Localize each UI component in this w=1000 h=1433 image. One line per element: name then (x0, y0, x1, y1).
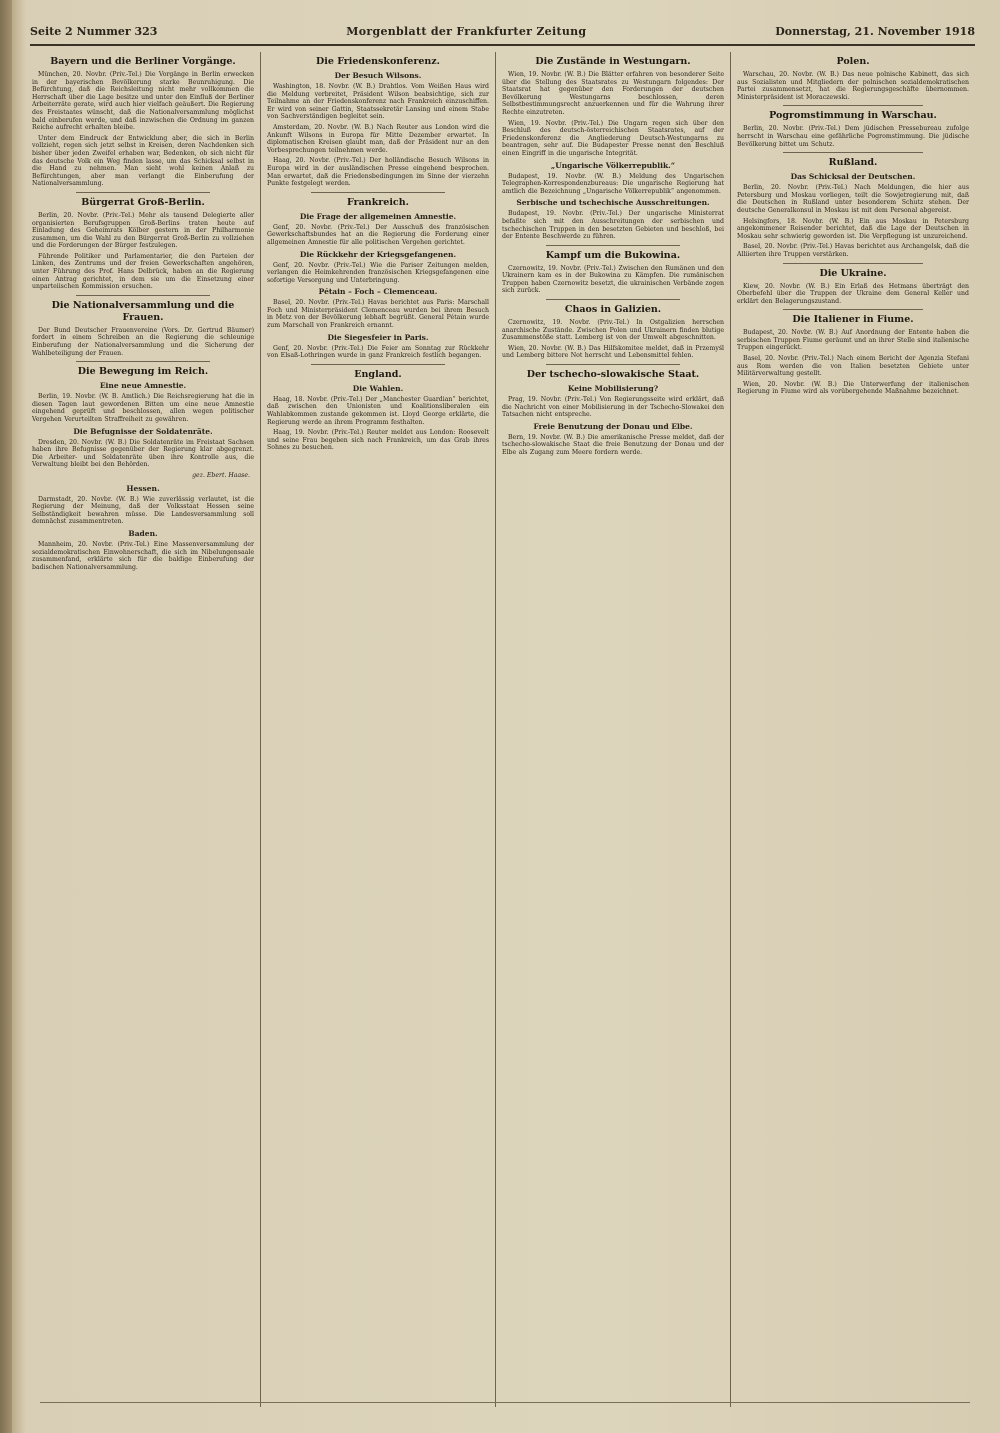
section-separator (76, 295, 209, 296)
article-paragraph: Genf, 20. Novbr. (Priv.-Tel.) Die Feier am Sonntag zur Rückkehr von Elsaß-Lothringen wurde in ganz Frankreich festlich begangen. (267, 344, 489, 360)
article-paragraph: Basel, 20. Novbr. (Priv.-Tel.) Havas berichtet aus Paris: Marschall Foch und Ministerpräsident Clemenceau wurden bei ihrem Besuch in Metz von der Bevölkerung lebhaft begrüßt. General Pétain wurde zum Marschall von Frankreich ernannt. (267, 299, 489, 330)
article-headline: Die Friedenskonferenz. (316, 56, 440, 67)
article-paragraph: Wien, 20. Novbr. (W. B.) Das Hilfskomitee meldet, daß in Przemyśl und Lemberg bittere Not herrscht und Lebensmittel fehlen. (502, 344, 724, 360)
column-divider (260, 52, 261, 1407)
newspaper-title: Morgenblatt der Frankfurter Zeitung (346, 24, 587, 38)
article-subheadline: Die Siegesfeier in Paris. (327, 332, 429, 342)
article-subheadline: „Ungarische Völkerrepublik.“ (550, 160, 676, 170)
article-paragraph: Berlin, 20. Novbr. (Priv.-Tel.) Nach Meldungen, die hier aus Petersburg und Moskau vorliegen, teilt die Sowjetregierung mit, daß die Deutschen in Rußland unter besonderem Schutz stehen. Der deutsche Generalkonsul in Moskau ist mit dem Personal abgereist. (737, 184, 969, 214)
article-paragraph: Basel, 20. Novbr. (Priv.-Tel.) Nach einem Bericht der Agenzia Stefani aus Rom werden die von Italien besetzten Gebiete unter Militärverwaltung gestellt. (737, 355, 969, 378)
article-subheadline: Die Frage der allgemeinen Amnestie. (299, 211, 457, 221)
article-headline: Die Ukraine. (819, 267, 887, 279)
article-paragraph: München, 20. Novbr. (Priv.-Tel.) Die Vorgänge in Berlin erwecken in der bayerischen Bevölkerung starke Beunruhigung. Die Befürchtung, daß die Reichsleitung nicht mehr vollkommen die Herrschaft über die Lage besitze und unter den Einfluß der Berliner Arbeiterräte gerate, wird auch hier vielfach geäußert. Die Regierung des Freistaates wünscht, daß die Nationalversammlung möglichst bald einberufen werde, und daß inzwischen die Ordnung im ganzen Reiche aufrecht erhalten bleibe. (32, 71, 254, 132)
column-divider (730, 52, 731, 1407)
article-subheadline: Keine Mobilisierung? (567, 384, 659, 394)
section-separator (311, 192, 444, 193)
article-paragraph: Genf, 20. Novbr. (Priv.-Tel.) Der Ausschuß des französischen Gewerkschaftsbundes hat an die Regierung die Forderung einer allgemeinen Amnestie für alle politischen Vergehen gerichtet. (267, 223, 489, 246)
section-separator (783, 309, 922, 310)
article-column-2 (267, 52, 489, 1407)
section-separator (311, 364, 444, 365)
article-column-1 (32, 52, 254, 1407)
article-paragraph: Darmstadt, 20. Novbr. (W. B.) Wie zuverlässig verlautet, ist die Regierung der Meinung, daß der Volksstaat Hessen seine Selbständigkeit bewahren müsse. Die Landesversammlung soll demnächst zusammentreten. (32, 495, 254, 526)
page-footer-rule (40, 1402, 970, 1423)
section-separator (783, 105, 922, 106)
article-paragraph: Warschau, 20. Novbr. (W. B.) Das neue polnische Kabinett, das sich aus Sozialisten und Mitgliedern der polnischen sozialdemokratischen Partei zusammensetzt, hat die Regierungsgeschäfte übernommen. Ministerpräsident ist Moraczewski. (737, 71, 969, 101)
article-headline: Die Bewegung im Reich. (77, 366, 209, 378)
section-separator (783, 152, 922, 153)
page-header (30, 18, 975, 46)
article-headline: Rußland. (828, 157, 878, 169)
article-paragraph: Unter dem Eindruck der Entwicklung aber, die sich in Berlin vollzieht, regen sich jetzt selbst in Kreisen, deren Nachdenken sich bisher über jeden Zweifel erhaben war, Bedenken, ob sich nicht für das deutsche Volk ein Weg finden lasse, um das Schicksal selbst in die Hand zu nehmen. Man sieht wohl keinen Anlaß zu Befürchtungen, aber man verlangt die Einberufung der Nationalversammlung. (32, 134, 254, 188)
article-headline: Chaos in Galizien. (564, 304, 662, 316)
article-headline: Pogromstimmung in Warschau. (769, 110, 937, 122)
section-separator (76, 192, 209, 193)
article-headline: Die Zustände in Westungarn. (535, 56, 691, 67)
article-column-4 (737, 52, 969, 1407)
article-paragraph: Amsterdam, 20. Novbr. (W. B.) Nach Reuter aus London wird die Ankunft Wilsons in Europa für Mitte Dezember erwartet. In diplomatischen Kreisen glaubt man, daß der Präsident nur an den Vorbesprechungen teilnehmen werde. (267, 123, 489, 154)
article-paragraph: Helsingfors, 18. Novbr. (W. B.) Ein aus Moskau in Petersburg angekommener Reisender berichtet, daß die Lage der Deutschen in Moskau sehr schwierig geworden ist. Die Verpflegung ist unzureichend. (737, 217, 969, 240)
article-paragraph: Prag, 19. Novbr. (Priv.-Tel.) Von Regierungsseite wird erklärt, daß die Nachricht von einer Mobilisierung in der Tschecho-Slowakei den Tatsachen nicht entspreche. (502, 396, 724, 419)
article-subheadline: Baden. (128, 528, 158, 538)
article-paragraph: Wien, 19. Novbr. (Priv.-Tel.) Die Ungarn regen sich über den Beschluß des deutsch-österreichischen Staatsrates, auf der Friedenskonferenz die Angliederung Deutsch-Westungarns zu beantragen, sehr auf. Die Budapester Presse nennt den Beschluß einen Eingriff in die ungarische Integrität. (502, 119, 724, 157)
article-subheadline: Hessen. (126, 483, 160, 493)
article-paragraph: Budapest, 20. Novbr. (W. B.) Auf Anordnung der Entente haben die serbischen Truppen Fiume geräumt und an ihrer Stelle sind italienische Truppen eingerückt. (737, 329, 969, 352)
article-paragraph: Czernowitz, 19. Novbr. (Priv.-Tel.) In Ostgalizien herrschen anarchische Zustände. Zwischen Polen und Ukrainern finden blutige Zusammenstöße statt. Lemberg ist von der Umwelt abgeschnitten. (502, 319, 724, 342)
article-subheadline: Freie Benutzung der Donau und Elbe. (533, 421, 693, 431)
article-subheadline: Die Wahlen. (352, 383, 404, 393)
article-paragraph: Haag, 18. Novbr. (Priv.-Tel.) Der „Manchester Guardian“ berichtet, daß zwischen den Unionisten und Koalitionsliberalen ein Wahlabkommen zustande gekommen ist. Lloyd George erklärte, die Regierung werde an ihrem Programm festhalten. (267, 395, 489, 426)
article-headline: Polen. (836, 56, 870, 67)
article-subheadline: Der Besuch Wilsons. (334, 71, 422, 80)
article-paragraph: Berlin, 19. Novbr. (W. B. Amtlich.) Die Reichsregierung hat die in diesen Tagen laut gewordenen Bitten um eine neue Amnestie eingehend geprüft und beschlossen, allen wegen politischer Vergehen Verurteilten Straffreiheit zu gewähren. (32, 393, 254, 423)
article-subheadline: Die Befugnisse der Soldatenräte. (73, 426, 213, 436)
article-headline: Bürgerrat Groß-Berlin. (81, 196, 205, 208)
section-separator (546, 299, 679, 300)
article-headline: Der tschecho-slowakische Staat. (526, 369, 700, 381)
article-paragraph: Budapest, 19. Novbr. (Priv.-Tel.) Der ungarische Ministerrat befaßte sich mit den Ausschreitungen der serbischen und tschechischen Truppen in den besetzten Gebieten und beschloß, bei der Entente Beschwerde zu führen. (502, 210, 724, 241)
article-paragraph: Czernowitz, 19. Novbr. (Priv.-Tel.) Zwischen den Rumänen und den Ukrainern kam es in der Bukowina zu Kämpfen. Die rumänischen Truppen haben Czernowitz besetzt, die ukrainischen Verbände zogen sich zurück. (502, 264, 724, 295)
article-paragraph: Bern, 19. Novbr. (W. B.) Die amerikanische Presse meldet, daß der tschecho-slowakische Staat die freie Benutzung der Donau und der Elbe als Zugang zum Meere fordern werde. (502, 433, 724, 456)
article-subheadline: Eine neue Amnestie. (99, 381, 187, 391)
column-divider (495, 52, 496, 1407)
article-subheadline: Die Rückkehr der Kriegsgefangenen. (299, 249, 457, 259)
article-paragraph: Wien, 19. Novbr. (W. B.) Die Blätter erfahren von besonderer Seite über die Stellung des Staatsrates zu Westungarn folgendes: Der Staatsrat hat gegenüber den Forderungen der deutschen Bevölkerung Westungarns beschlossen, deren Selbstbestimmungsrecht anzuerkennen und für die Wahrung ihrer Rechte einzutreten. (502, 71, 724, 116)
article-paragraph: Genf, 20. Novbr. (Priv.-Tel.) Wie die Pariser Zeitungen melden, verlangen die Heimkehrenden französischen Kriegsgefangenen eine sofortige Versorgung und Unterbringung. (267, 261, 489, 284)
article-paragraph: Haag, 19. Novbr. (Priv.-Tel.) Reuter meldet aus London: Roosevelt und seine Frau begeben sich nach Frankreich, um das Grab ihres Sohnes zu besuchen. (267, 429, 489, 452)
article-paragraph: Washington, 18. Novbr. (W. B.) Drahtlos. Vom Weißen Haus wird die Meldung verbreitet, Präsident Wilson beabsichtige, sich zur Teilnahme an der Friedenskonferenz nach Frankreich einzuschiffen. Er wird von seiner Gattin, Staatssekretär Lansing und einem Stabe von Sachverständigen begleitet sein. (267, 83, 489, 121)
article-paragraph: Berlin, 20. Novbr. (Priv.-Tel.) Dem jüdischen Pressebureau zufolge herrscht in Warschau eine gefährliche Pogromstimmung. Die jüdische Bevölkerung bittet um Schutz. (737, 125, 969, 148)
article-paragraph: Führende Politiker und Parlamentarier, die den Parteien der Linken, des Zentrums und der freien Gewerkschaften angehören, unter Führung des Prof. Hans Delbrück, haben an die Regierung einen Antrag gerichtet, in dem sie um die Einsetzung einer unparteiischen Kommission ersuchen. (32, 252, 254, 291)
article-headline: Kampf um die Bukowina. (545, 249, 681, 261)
article-subheadline: Pétain – Foch – Clemenceau. (318, 287, 438, 297)
article-subheadline: Serbische und tschechische Ausschreitungen. (516, 198, 710, 208)
article-column-3 (502, 52, 724, 1407)
article-signature: gez. Ebert. Haase. (192, 471, 250, 479)
section-separator (783, 263, 922, 264)
article-paragraph: Dresden, 20. Novbr. (W. B.) Die Soldatenräte im Freistaat Sachsen haben ihre Befugnisse gegenüber der Regierung klar abgegrenzt. Die Arbeiter- und Soldatenräte üben ihre Kontrolle aus, die Verwaltung bleibt bei den Behörden. (32, 438, 254, 469)
issue-date: Donnerstag, 21. November 1918 (775, 24, 975, 38)
article-paragraph: Budapest, 19. Novbr. (W. B.) Meldung des Ungarischen Telegraphen-Korrespondenzbureaus: Die ungarische Regierung hat amtlich die Bezeichnung „Ungarische Völkerrepublik“ angenommen. (502, 172, 724, 195)
article-headline: Frankreich. (347, 196, 409, 208)
article-paragraph: Kiew, 20. Novbr. (W. B.) Ein Erlaß des Hetmans überträgt den Oberbefehl über die Truppen der Ukraine dem General Keller und erklärt den Belagerungszustand. (737, 282, 969, 305)
article-paragraph: Mannheim, 20. Novbr. (Priv.-Tel.) Eine Massenversammlung der sozialdemokratischen Einwohnerschaft, die sich im Nibelungensaale zusammenfand, erklärte sich für die baldige Einberufung der badischen Nationalversammlung. (32, 540, 254, 571)
article-paragraph: Berlin, 20. Novbr. (Priv.-Tel.) Mehr als tausend Delegierte aller organisierten Berufsgruppen Groß-Berlins traten heute auf Einladung des Geheimrats Kölber gestern in der Philharmonie zusammen, um die Wahl zu den Bürgerrat Groß-Berlin zu vollziehen und die Forderungen der Bürger festzulegen. (32, 211, 254, 250)
article-headline: Die Italiener in Fiume. (792, 314, 914, 326)
article-subheadline: Das Schicksal der Deutschen. (790, 172, 916, 182)
page-number: Seite 2 Nummer 323 (30, 24, 158, 38)
section-separator (546, 364, 679, 365)
article-headline: Die Nationalversammlung und die Frauen. (51, 299, 235, 323)
article-paragraph: Basel, 20. Novbr. (Priv.-Tel.) Havas berichtet aus Archangelsk, daß die Alliierten ihre Truppen verstärken. (737, 243, 969, 258)
article-headline: Bayern und die Berliner Vorgänge. (50, 56, 236, 67)
section-separator (546, 245, 679, 246)
article-paragraph: Der Bund Deutscher Frauenvereine (Vors. Dr. Gertrud Bäumer) fordert in einem Schreiben an die Regierung die schleunige Einberufung der Nationalversammlung und die Sicherung der Wahlbeteiligung der Frauen. (32, 326, 254, 357)
article-headline: England. (354, 368, 402, 380)
section-separator (76, 361, 209, 362)
article-paragraph: Haag, 20. Novbr. (Priv.-Tel.) Der holländische Besuch Wilsons in Europa wird in der ausländischen Presse eingehend besprochen. Man erwartet, daß die Friedensbedingungen im Sinne der vierzehn Punkte festgelegt werden. (267, 157, 489, 188)
page-binding-edge (0, 0, 12, 1433)
article-paragraph: Wien, 20. Novbr. (W. B.) Die Unterwerfung der italienischen Regierung in Fiume wird als vorübergehende Maßnahme bezeichnet. (737, 380, 969, 396)
